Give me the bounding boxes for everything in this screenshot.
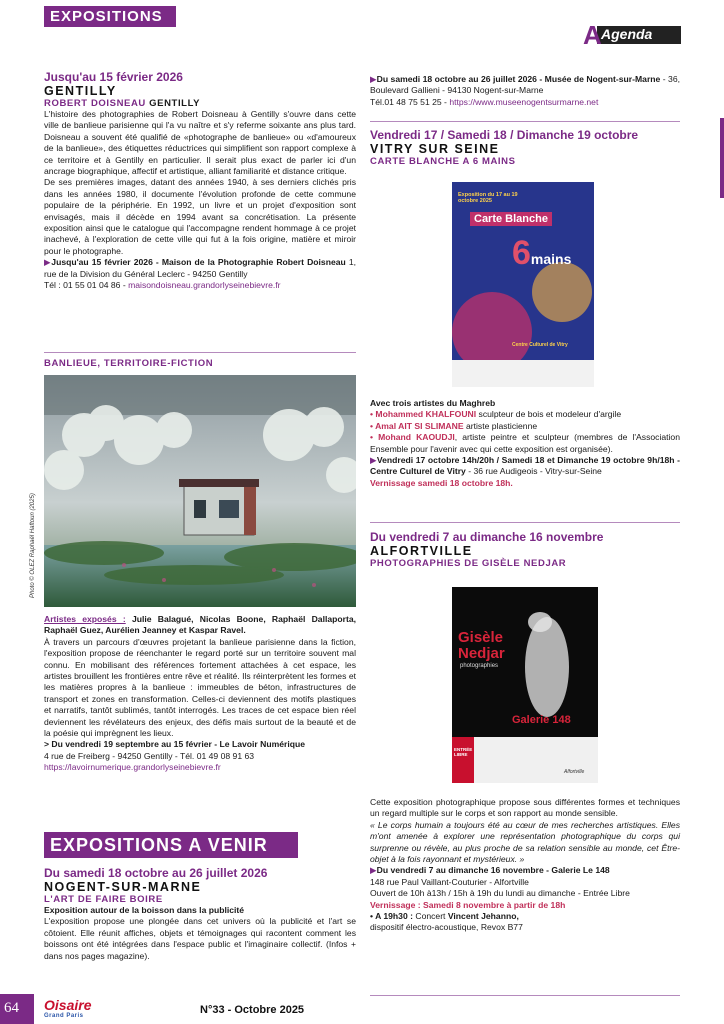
article-paragraph: L'exposition propose une plongée dans cet univers où la publicité et l'art se côtoient. Elle réunit affiches, objets et témoignages qui racontent comment les boissons ont été intégrées dans l'espace public et l'imaginaire collectif. (Infos + dans nos pages magazine). [44,916,356,961]
event-info: ▶Vendredi 17 octobre 14h/20h / Samedi 18 et Dimanche 19 octobre 9h/18h - Centre Culturel de Vitry - 36 rue Audigeois - Vitry-sur-Seine [370,455,680,477]
concert-desc: dispositif électro-acoustique, Revox B77 [370,922,523,933]
event-contact: Tél : 01 55 01 04 86 - maisondoisneau.grandorlyseinebievre.fr [44,280,281,291]
event-hours: Ouvert de 10h à13h / 15h à 19h du lundi au dimanche - Entrée Libre [370,888,630,899]
poster-six-mains: 6mains [512,234,572,272]
divider [370,995,680,996]
exhibition-title: ROBERT DOISNEAU GENTILLY [44,98,201,109]
event-date: Du samedi 18 octobre au 26 juillet 2026 [44,866,268,880]
arrow-right-icon: ▶ [370,865,377,876]
logo-subtitle: Grand Paris [44,1013,84,1019]
event-contact: Tél.01 48 75 51 25 - https://www.museenogentsurmarne.net [370,96,599,107]
event-address: 4 rue de Freiberg - 94250 Gentilly - Tél. 01 49 08 91 63 [44,750,255,761]
svg-text:A: A [583,20,602,48]
article-paragraph: À travers un parcours d'œuvres projetant la banlieue parisienne dans la fiction, l'exposition propose de réenchanter le regard porté sur un territoire souvent mal connu. En mobilisant des références fortement attachées à cet espace, les artistes brouillent les frontières entre rêve et réalité. Ils réinterprètent les formes et les matières propres à la banlieue : immeubles de béton, infrastructures de transport et zones en transformation. Celles-ci deviennent des motifs plastiques et narratifs, tantôt sublimés, tantôt interrogés. Les traces de cet espace bien réel deviennent les révélateurs des enjeux, des défis mais surtout de la beauté et de la poésie qui imprègnent les lieux. [44,636,356,739]
concert-info: • A 19h30 : Concert Vincent Jehanno, [370,911,519,922]
photo-credit: Photo © OLEZ Raphaël Haftoun (2025) [30,493,36,598]
exhibition-title: PHOTOGRAPHIES DE GISÈLE NEDJAR [370,558,567,569]
website-link[interactable]: maisondoisneau.grandorlyseinebievre.fr [128,280,281,291]
agenda-label: Agenda [601,26,653,42]
poster-name: Nedjar [458,645,505,662]
vernissage-note: Vernissage samedi 18 octobre 18h. [370,477,513,488]
agenda-logo [583,20,683,48]
arrow-right-icon: ▶ [370,455,377,466]
event-date: Vendredi 17 / Samedi 18 / Dimanche 19 octobre [370,128,639,142]
event-address: 148 rue Paul Vaillant-Couturier - Alfortville [370,876,529,887]
event-city: NOGENT-SUR-MARNE [44,880,202,894]
arrow-right-icon: ▶ [370,74,377,84]
website-link[interactable]: https://lavoirnumerique.grandorlyseinebievre.fr [44,762,221,773]
event-date: Du vendredi 7 au dimanche 16 novembre [370,530,604,544]
article-paragraph: L'histoire des photographies de Robert Doisneau à Gentilly s'ouvre dans cette ville de banlieue parisienne qui l'a vu naître et s'y referme soixante ans plus tard. Doisneau a souvent été qualifié de «photographe de banlieue» ou «d'amoureux de la banlieue», des étiquettes réductrices qui simplifient son rapport complexe à ce territoire et à Gentilly en particulier. Il serait plus exact de parler ici d'un ancrage biographique, affectif et artistique, alliant familiarité et distance critique. [44,109,356,177]
poster-date: Exposition du 17 au 19 octobre 2025 [458,192,518,204]
nogent-info [370,74,680,108]
vitry-poster [452,182,594,387]
nogent-article [44,866,356,962]
event-city: ALFORTVILLE [370,544,473,558]
exhibition-title: L'ART DE FAIRE BOIRE [44,894,163,905]
event-city: VITRY SUR SEINE [370,142,500,156]
artist-item: • Mohammed KHALFOUNI sculpteur de bois et modeleur d'argile [370,409,622,420]
vernissage-note: Vernissage : Samedi 8 novembre à partir de 18h [370,899,566,910]
exhibition-title: BANLIEUE, TERRITOIRE-FICTION [44,358,214,369]
poster-venue: Centre Culturel de Vitry [512,342,568,348]
article-lead: Avec trois artistes du Maghreb [370,398,496,408]
landscape-image [44,375,356,607]
poster-name: Gisèle [458,629,504,646]
exhibition-title: CARTE BLANCHE A 6 MAINS [370,156,516,167]
artist-item: • Mohand KAOUDJI, artiste peintre et sculpteur (membres de l'Association Ensemble pour l'avenir avec qui cette exposition est organisée). [370,432,680,454]
alfortville-article [370,797,680,934]
logo-text: Oisaire [44,997,92,1013]
arrow-right-icon: ▶ [44,257,52,268]
magazine-logo [44,998,120,1022]
vitry-heading [370,128,680,167]
issue-label: N°33 - Octobre 2025 [200,1004,305,1016]
event-info: ▶Jusqu'au 15 février 2026 - Maison de la Photographie Robert Doisneau 1, rue de la Division du Général Leclerc - 94250 Gentilly [44,257,357,279]
poster-gallery: Galerie 148 [512,714,571,726]
poster-entree: ENTRÉE LIBRE [454,747,473,757]
event-info: > Du vendredi 19 septembre au 15 février - Le Lavoir Numérique [44,739,306,750]
divider [44,352,356,353]
artist-quote: « Le corps humain a toujours été au cœur de mes recherches artistiques. Elles m'ont amenée à explorer une représentation photographique du corps qui surprenne ou révèle, au plus proche de sa relation sensible au monde, cet Être-objet à la fois rayonnant et mystérieux. » [370,819,680,865]
section-header-a-venir: EXPOSITIONS A VENIR [44,832,298,858]
page-number: 64 [4,1000,19,1016]
website-link[interactable]: https://www.museenogentsurmarne.net [449,96,599,107]
article-paragraph: Cette exposition photographique propose sous différentes formes et techniques un regard multiple sur le corps et son rapport au monde sensible. [370,797,680,819]
alfortville-poster [452,587,598,783]
event-city: GENTILLY [44,84,117,98]
artist-item: • Amal AIT SI SLIMANE artiste plasticienne [370,420,538,431]
vitry-article [370,398,680,489]
artists-list: Artistes exposés : Julie Balagué, Nicolas Boone, Raphaël Dallaporta, Raphaël Guez, Aurélien Jeanney et Kaspar Ravel. [44,614,356,636]
event-info: ▶Du vendredi 7 au dimanche 16 novembre - Galerie Le 148 [370,865,610,876]
banlieue-article [44,614,356,774]
alfortville-heading [370,530,680,569]
divider [370,522,680,523]
event-info: ▶Du samedi 18 octobre au 26 juillet 2026 - Musée de Nogent-sur-Marne - 36, Boulevard Gallieni - 94130 Nogent-sur-Marne [370,74,680,96]
divider [370,121,680,122]
banlieue-photo [44,375,356,607]
poster-subtitle: photographies [460,663,499,669]
section-header-expositions: EXPOSITIONS [44,6,176,27]
poster-image [452,587,598,783]
article-paragraph: De ses premières images, datant des années 1940, à ses derniers clichés pris dans les années 1980, il documente l'évolution profonde de cette commune populaire de la périphérie. En 1992, un livre et un projet d'exposition sont envisagés, mais il décède en 1994 avant sa concrétisation. La présente exposition ainsi que le catalogue qui l'accompagne rendent hommage à ce projet inachevé, à l'exploration de cette ville qui fut à la fois origine, matière et miroir pour le photographe. [44,177,356,256]
article-lead: Exposition autour de la boisson dans la publicité [44,905,245,915]
gentilly-article [44,70,356,292]
right-margin-tab [720,118,724,198]
poster-title: Carte Blanche [470,212,552,226]
event-date: Jusqu'au 15 février 2026 [44,70,183,84]
poster-town: Alfortville [564,769,585,775]
